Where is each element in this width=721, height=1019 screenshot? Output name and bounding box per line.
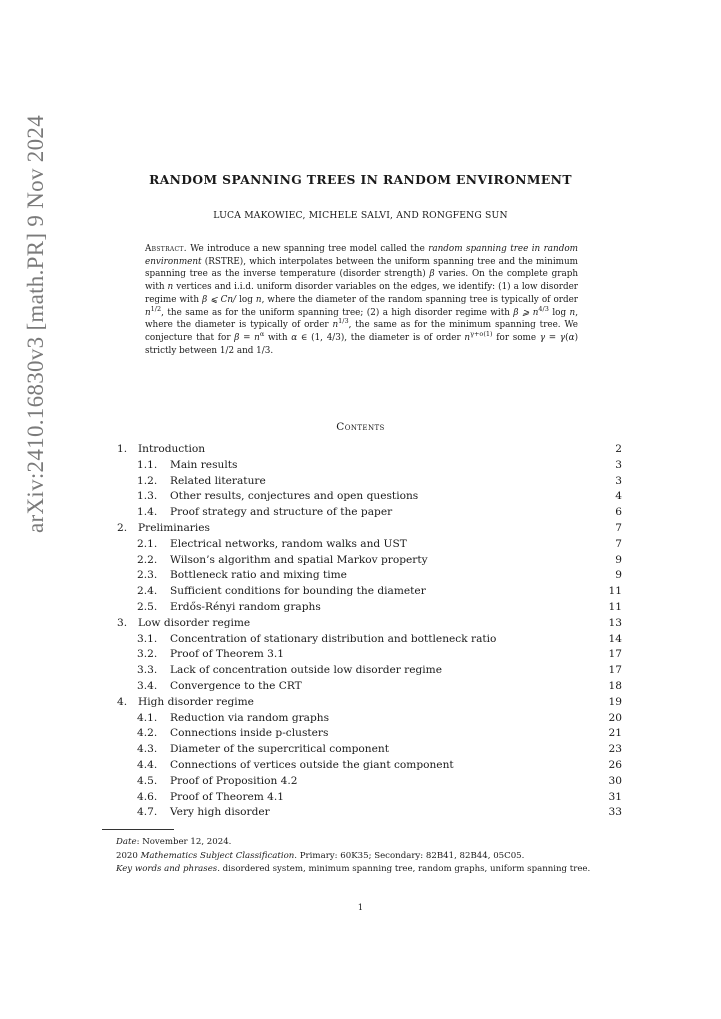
- toc-entry[interactable]: [117, 742, 622, 758]
- toc-page-number: 31: [608, 790, 622, 803]
- abstract-segment: , the same as for the uniform spanning tree; (2) a high disorder regime with: [161, 307, 514, 318]
- toc-label: Proof of Theorem 3.1: [170, 648, 285, 661]
- abstract-segment: , where the diameter of the random spanning tree is typically of order: [261, 294, 578, 305]
- toc-number: 1.3.: [137, 490, 158, 503]
- toc-number: 2.1.: [137, 537, 158, 550]
- toc-number: 4.2.: [137, 727, 158, 740]
- abstract-heading: Abstract.: [145, 244, 187, 254]
- toc-number: 4.7.: [137, 806, 158, 819]
- abstract-segment: β ⩽ Cn/: [202, 294, 237, 305]
- toc-entry[interactable]: [117, 774, 622, 790]
- toc-label: Concentration of stationary distribution and bottleneck ratio: [170, 632, 497, 645]
- toc-label: Main results: [170, 458, 238, 471]
- abstract-segment: γ+o(1): [470, 329, 493, 338]
- toc-entry[interactable]: [117, 647, 622, 663]
- toc-label: Reduction via random graphs: [170, 711, 330, 724]
- toc-number: 2.3.: [137, 569, 158, 582]
- abstract: [145, 243, 578, 357]
- toc-entry[interactable]: [117, 553, 622, 569]
- abstract-segment: (RSTRE), which interpolates between the uniform spanning tree and the minimum spanning tree as the inverse temperature (disorder strength): [145, 256, 578, 280]
- date-value: : November 12, 2024.: [136, 837, 232, 847]
- paper-title: RANDOM SPANNING TREES IN RANDOM ENVIRONMENT: [149, 172, 572, 187]
- msc-value: Primary: 60K35; Secondary: 82B41, 82B44, 05C05.: [297, 850, 525, 861]
- abstract-segment: α: [259, 329, 265, 338]
- toc-number: 4.5.: [137, 774, 158, 787]
- toc-entry[interactable]: [117, 663, 622, 679]
- toc-entry[interactable]: [117, 600, 622, 616]
- keywords-label: Key words and phrases.: [116, 864, 220, 875]
- toc-entry[interactable]: [117, 505, 622, 521]
- toc-entry[interactable]: [117, 679, 622, 695]
- toc-page-number: 17: [608, 664, 622, 677]
- toc-entry[interactable]: [117, 442, 622, 458]
- toc-label: Related literature: [170, 474, 266, 487]
- toc-label: Connections inside p-clusters: [170, 727, 329, 740]
- toc-entry[interactable]: [117, 568, 622, 584]
- toc-number: 1.: [117, 443, 128, 455]
- footnote-rule: [102, 829, 174, 830]
- toc-number: 3.1.: [137, 632, 158, 645]
- toc-number: 3.: [117, 616, 128, 629]
- abstract-segment: n: [145, 307, 151, 318]
- toc-page-number: 7: [615, 537, 622, 550]
- toc-number: 4.1.: [137, 711, 158, 724]
- abstract-segment: n: [464, 332, 471, 343]
- toc-page-number: 17: [608, 648, 622, 661]
- abstract-segment: for some: [492, 332, 540, 343]
- msc-label: Mathematics Subject Classification.: [140, 850, 298, 861]
- arxiv-identifier: arXiv:2410.16830v3 [math.PR] 9 Nov 2024: [23, 114, 48, 533]
- toc-label: Bottleneck ratio and mixing time: [170, 569, 347, 582]
- toc-number: 4.3.: [137, 743, 158, 756]
- toc-page-number: 6: [615, 506, 622, 519]
- toc-page-number: 20: [608, 711, 622, 724]
- toc-label: Very high disorder: [170, 806, 270, 819]
- toc-label: Lack of concentration outside low disorder regime: [170, 664, 442, 677]
- toc-number: 4.6.: [137, 790, 158, 803]
- abstract-segment: ∈ (1, 4/3), the diameter is of order: [297, 332, 465, 343]
- toc-label: Other results, conjectures and open questions: [170, 490, 419, 503]
- toc-label: Connections of vertices outside the giant component: [170, 758, 454, 771]
- abstract-segment: with: [264, 332, 292, 343]
- toc-number: 1.4.: [137, 506, 158, 519]
- footnote-keywords: [100, 863, 622, 877]
- toc-entry[interactable]: [117, 489, 622, 505]
- toc-entry[interactable]: [117, 458, 622, 474]
- toc-page-number: 23: [608, 743, 622, 756]
- toc-number: 4.: [117, 695, 128, 708]
- toc-label: Sufficient conditions for bounding the diameter: [170, 585, 426, 598]
- toc-page-number: 33: [608, 806, 622, 819]
- toc-page-number: 2: [615, 443, 622, 455]
- toc-page-number: 7: [615, 521, 622, 534]
- abstract-segment: (: [565, 332, 569, 343]
- toc-page-number: 11: [608, 585, 622, 598]
- toc-page-number: 4: [615, 490, 622, 503]
- abstract-segment: random spanning tree in random environment: [145, 244, 578, 267]
- abstract-segment: log: [236, 294, 256, 305]
- toc-label: Introduction: [138, 443, 206, 455]
- toc-page-number: 18: [608, 679, 622, 692]
- toc-label: Low disorder regime: [138, 616, 251, 629]
- abstract-segment: 1/2: [150, 304, 162, 313]
- toc-entry[interactable]: [117, 474, 622, 490]
- toc-label: Erdős-Rényi random graphs: [170, 600, 321, 613]
- toc-label: Electrical networks, random walks and UST: [170, 537, 407, 550]
- toc-page-number: 19: [608, 695, 622, 708]
- abstract-segment: β = n: [234, 332, 260, 343]
- abstract-body: [145, 244, 578, 356]
- abstract-segment: n: [332, 320, 339, 331]
- abstract-segment: γ = γ: [539, 332, 566, 343]
- abstract-segment: n: [167, 282, 174, 293]
- toc-entry[interactable]: [117, 616, 622, 632]
- toc-entry[interactable]: [117, 790, 622, 806]
- toc-number: 2.: [117, 521, 128, 534]
- toc-number: 2.5.: [137, 600, 158, 613]
- footnotes: [100, 836, 622, 877]
- toc-number: 3.4.: [137, 679, 158, 692]
- toc-number: 1.1.: [137, 458, 158, 471]
- toc-label: Wilson’s algorithm and spatial Markov property: [170, 553, 428, 566]
- toc-number: 2.4.: [137, 585, 158, 598]
- toc-number: 2.2.: [137, 553, 158, 566]
- toc-entry[interactable]: [117, 632, 622, 648]
- toc-label: Proof strategy and structure of the paper: [170, 506, 393, 519]
- abstract-segment: β: [429, 269, 435, 280]
- toc-label: Convergence to the CRT: [170, 679, 302, 692]
- toc-page-number: 11: [608, 600, 622, 613]
- abstract-segment: We introduce a new spanning tree model called the: [186, 244, 429, 254]
- toc-page-number: 30: [608, 774, 622, 787]
- abstract-segment: log: [548, 307, 570, 318]
- date-label: Date: [116, 837, 137, 847]
- toc-label: Proof of Proposition 4.2: [170, 774, 298, 787]
- abstract-segment: , the same as for the minimum spanning tree. We conjecture that for: [145, 320, 578, 343]
- toc-page-number: 21: [608, 727, 622, 740]
- toc-page-number: 14: [608, 632, 622, 645]
- paper-authors: LUCA MAKOWIEC, MICHELE SALVI, AND RONGFENG SUN: [213, 210, 508, 221]
- abstract-segment: n: [569, 307, 576, 318]
- keywords-value: disordered system, minimum spanning tree, random graphs, uniform spanning tree.: [219, 864, 591, 875]
- msc-prefix: 2020: [116, 850, 141, 861]
- toc-entry[interactable]: [117, 711, 622, 727]
- contents-heading: Contents: [336, 421, 385, 433]
- toc-number: 4.4.: [137, 758, 158, 771]
- footnote-msc: [100, 850, 622, 864]
- toc-label: Diameter of the supercritical component: [170, 743, 389, 756]
- toc-entry[interactable]: [117, 521, 622, 537]
- toc-number: 3.2.: [137, 648, 158, 661]
- abstract-segment: α: [291, 332, 298, 343]
- abstract-segment: varies. On the complete graph with: [145, 269, 578, 293]
- abstract-segment: β ⩾ n: [513, 307, 539, 318]
- toc-label: Proof of Theorem 4.1: [170, 790, 285, 803]
- abstract-segment: 1/3: [338, 317, 349, 326]
- footnote-date: [100, 836, 622, 850]
- toc-entry[interactable]: [117, 726, 622, 742]
- toc-number: 1.2.: [137, 474, 158, 487]
- toc-page-number: 3: [615, 458, 622, 471]
- abstract-segment: α: [568, 332, 575, 343]
- abstract-segment: n: [255, 294, 262, 305]
- toc-entry[interactable]: [117, 805, 622, 821]
- page-number: 1: [357, 903, 364, 913]
- abstract-segment: ) strictly between 1/2 and 1/3.: [145, 332, 578, 356]
- toc-entry[interactable]: [117, 758, 622, 774]
- abstract-segment: 4/3: [538, 304, 549, 313]
- toc-page-number: 13: [608, 616, 622, 629]
- toc-entry[interactable]: [117, 584, 622, 600]
- toc-label: Preliminaries: [138, 521, 210, 534]
- toc-entry[interactable]: [117, 695, 622, 711]
- toc-page-number: 9: [615, 553, 622, 566]
- toc-page-number: 9: [615, 569, 622, 582]
- toc-entry[interactable]: [117, 537, 622, 553]
- abstract-segment: , where the diameter is typically of order: [145, 307, 578, 331]
- table-of-contents: [117, 442, 622, 821]
- toc-label: High disorder regime: [138, 695, 254, 708]
- toc-page-number: 26: [608, 758, 622, 771]
- toc-number: 3.3.: [137, 664, 158, 677]
- abstract-segment: vertices and i.i.d. uniform disorder variables on the edges, we identify: (1) a low disorder regime with: [145, 282, 578, 305]
- toc-page-number: 3: [615, 474, 622, 487]
